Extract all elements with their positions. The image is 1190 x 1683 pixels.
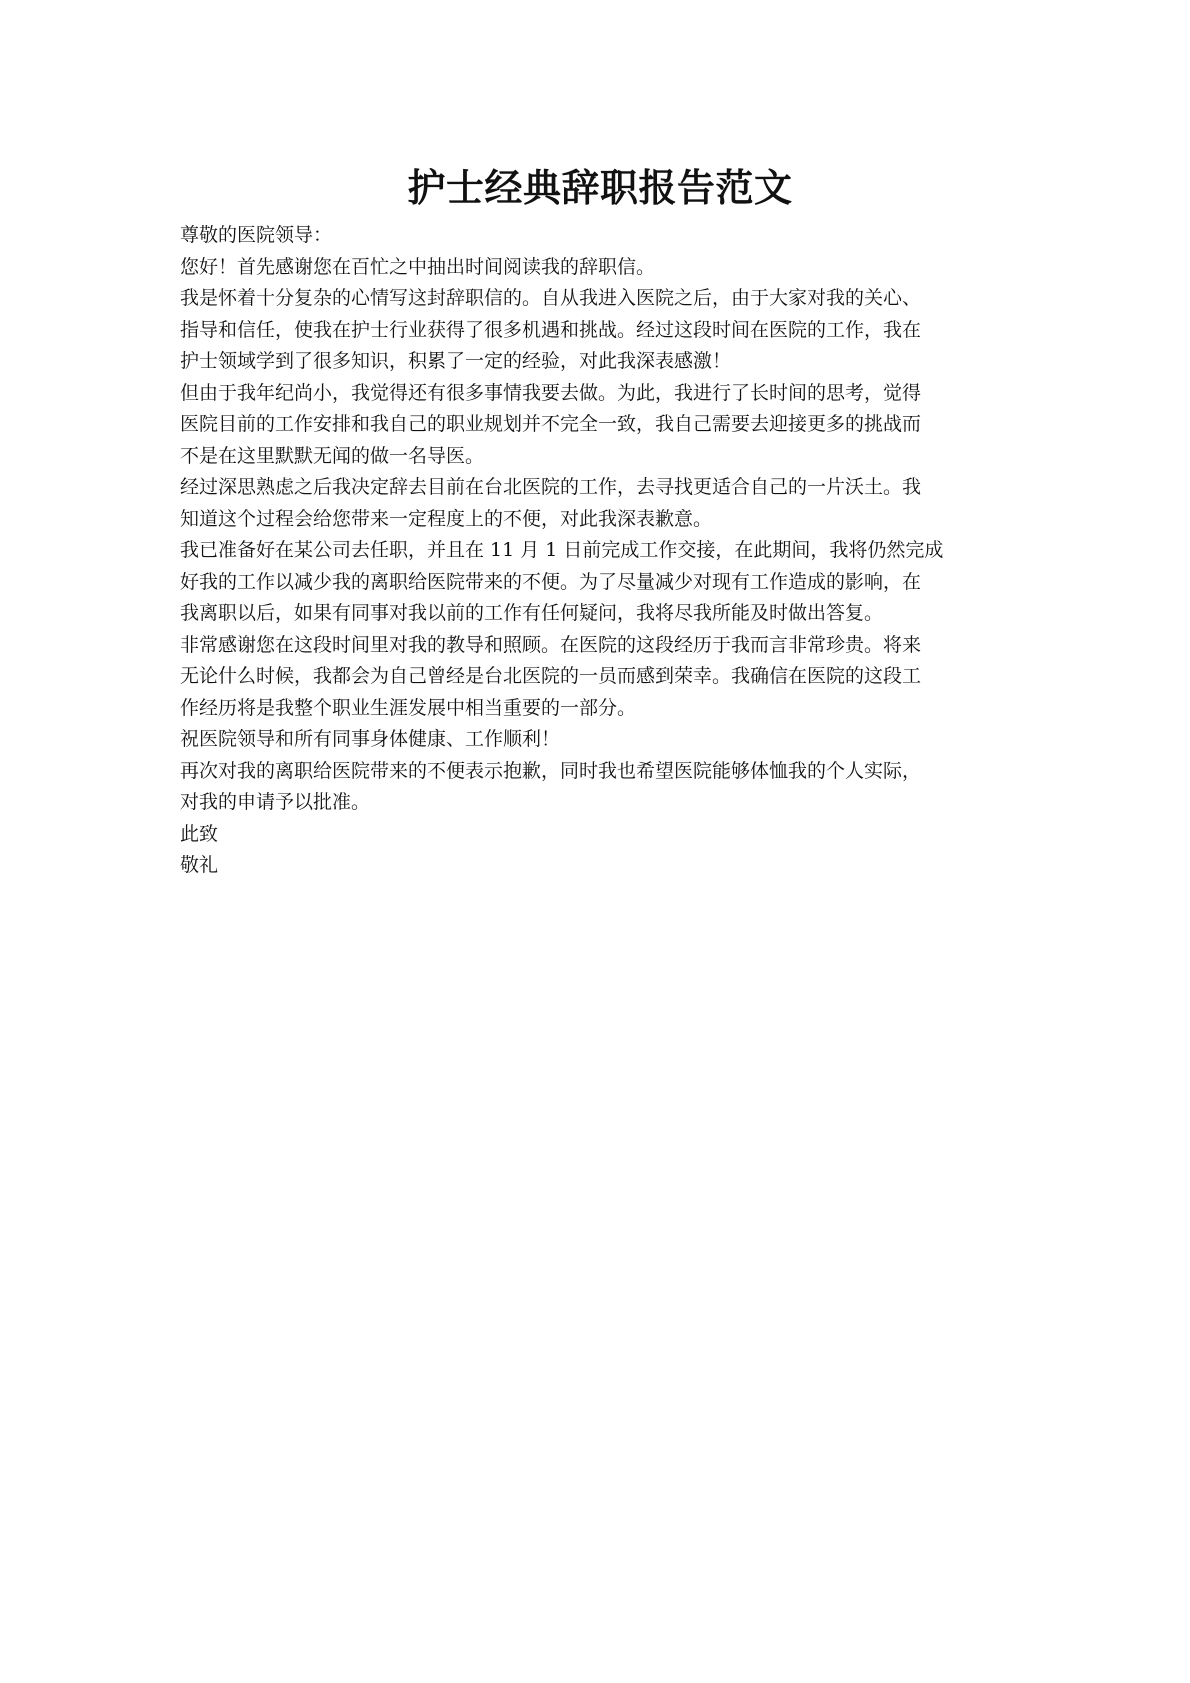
paragraph-line: 好我的工作以减少我的离职给医院带来的不便。为了尽量减少对现有工作造成的影响，在 [180, 570, 922, 593]
paragraph-3 [180, 378, 1020, 473]
paragraph-line: 但由于我年纪尚小，我觉得还有很多事情我要去做。为此，我进行了长时间的思考，觉得 [180, 381, 922, 404]
paragraph-7 [180, 724, 1020, 756]
document-content [180, 162, 1020, 882]
salutation: 尊敬的医院领导： [180, 224, 333, 246]
paragraph-line: 我离职以后，如果有同事对我以前的工作有任何疑问，我将尽我所能及时做出答复。 [180, 602, 884, 624]
paragraph-line: 对我的申请予以批准。 [180, 791, 371, 813]
paragraph-line: 无论什么时候，我都会为自己曾经是台北医院的一员而感到荣幸。我确信在医院的这段工 [180, 665, 922, 687]
paragraph-4 [180, 472, 1020, 535]
paragraph-2 [180, 283, 1020, 378]
closing-line-2: 敬礼 [180, 854, 219, 876]
paragraph-line: 我已准备好在某公司去任职，并且在 11 月 1 日前完成工作交接，在此期间，我将仍然完成 [180, 539, 944, 561]
paragraph-line: 医院目前的工作安排和我自己的职业规划并不完全一致，我自己需要去迎接更多的挑战而 [180, 413, 922, 435]
paragraph-line: 祝医院领导和所有同事身体健康、工作顺利！ [180, 728, 561, 750]
paragraph-line: 非常感谢您在这段时间里对我的教导和照顾。在医院的这段经历于我而言非常珍贵。将来 [180, 633, 922, 656]
document-title: 护士经典辞职报告范文 [407, 166, 793, 210]
paragraph-line: 经过深思熟虑之后我决定辞去目前在台北医院的工作，去寻找更适合自己的一片沃土。我 [180, 476, 922, 498]
paragraph-line: 再次对我的离职给医院带来的不便表示抱歉，同时我也希望医院能够体恤我的个人实际， [180, 759, 922, 782]
paragraph-line: 作经历将是我整个职业生涯发展中相当重要的一部分。 [180, 696, 637, 719]
closing-line-1: 此致 [180, 822, 219, 845]
paragraph-6 [180, 630, 1020, 725]
paragraph-5 [180, 535, 1020, 630]
paragraph-line: 您好！首先感谢您在百忙之中抽出时间阅读我的辞职信。 [180, 255, 656, 278]
paragraph-line: 我是怀着十分复杂的心情写这封辞职信的。自从我进入医院之后，由于大家对我的关心、 [180, 287, 922, 309]
paragraph-line: 知道这个过程会给您带来一定程度上的不便，对此我深表歉意。 [180, 507, 713, 530]
paragraph-8 [180, 756, 1020, 819]
paragraph-line: 护士领域学到了很多知识，积累了一定的经验，对此我深表感激！ [180, 350, 732, 372]
paragraph-1 [180, 252, 1020, 284]
paragraph-line: 指导和信任，使我在护士行业获得了很多机遇和挑战。经过这段时间在医院的工作，我在 [180, 318, 922, 341]
paragraph-line: 不是在这里默默无闻的做一名导医。 [180, 444, 485, 467]
